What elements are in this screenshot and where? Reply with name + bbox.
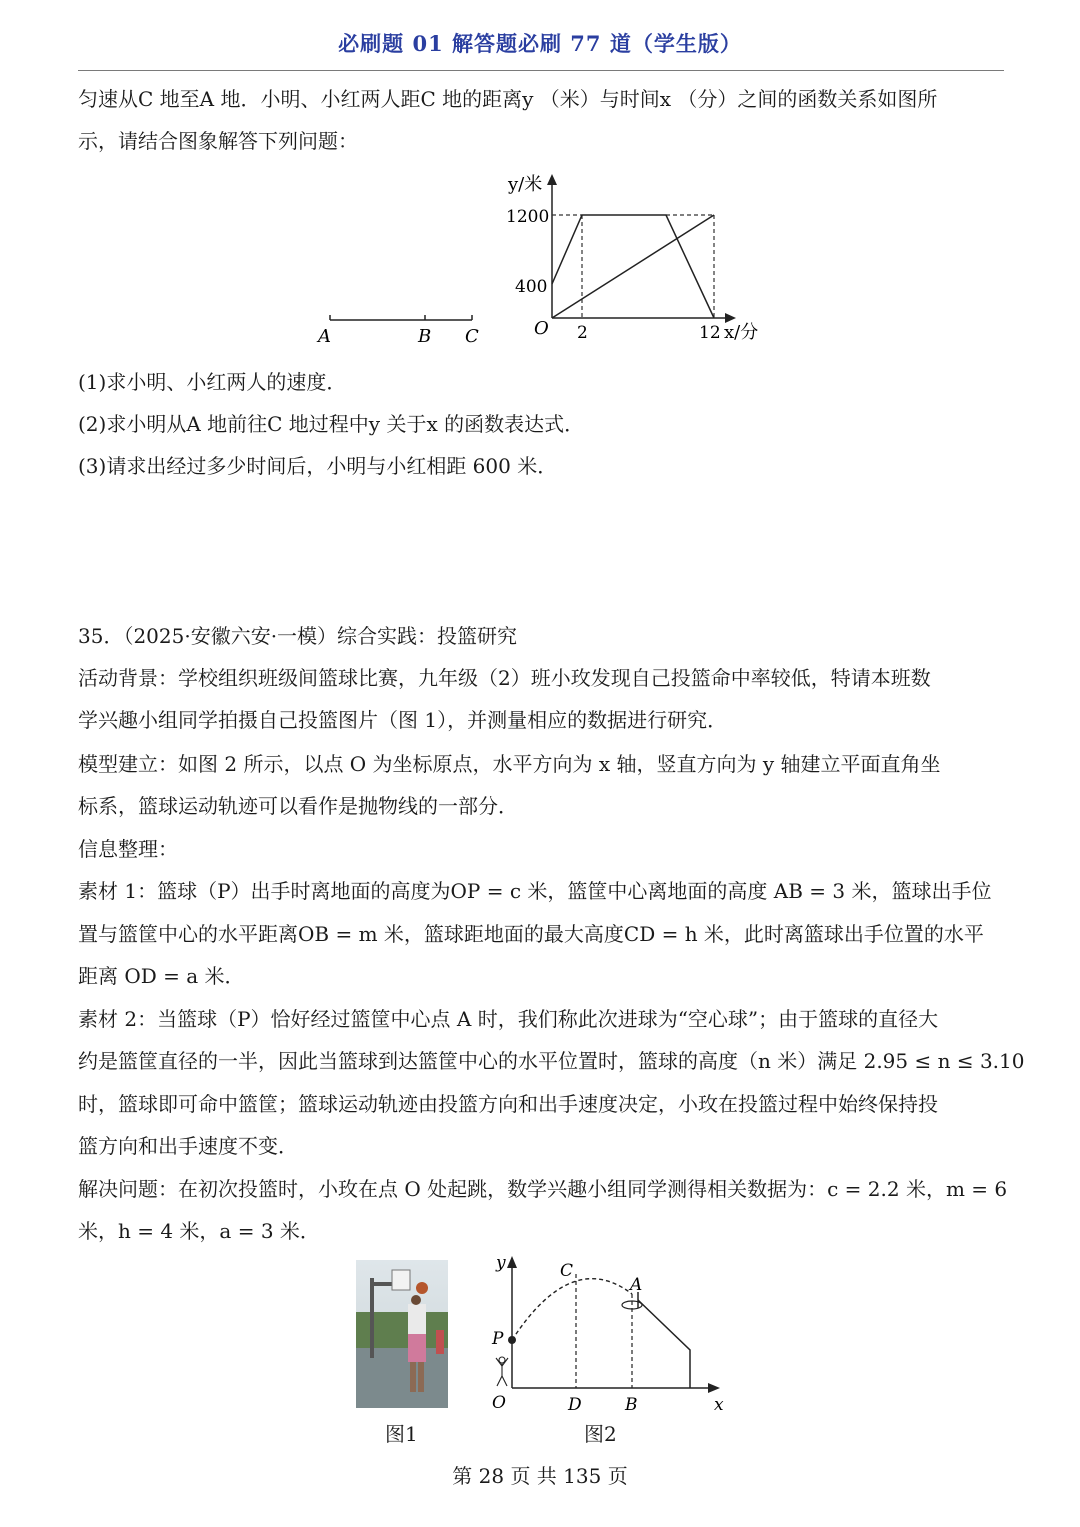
graph-y-tick-400: 400 [515,277,548,297]
fig2-point-c-label: C [560,1261,574,1281]
p34-line-2: 示，请结合图象解答下列问题： [78,129,358,153]
fig2-origin-label: O [492,1393,506,1413]
segment-label-c: C [465,326,479,347]
distance-time-graph [500,168,780,348]
p35-line-15: 米，h = 4 米，a = 3 米． [78,1219,320,1243]
p34-question-2: (2)求小明从A 地前往C 地过程中y 关于x 的函数表达式． [78,412,585,436]
p35-line-5: 标系，篮球运动轨迹可以看作是抛物线的一部分． [78,794,518,818]
fig2-point-b-label: B [625,1395,638,1415]
fig2-y-axis-label: y [496,1253,506,1273]
fig1-caption: 图1 [385,1422,418,1446]
graph-x-label: x/分 [724,322,759,343]
graph-y-tick-1200: 1200 [506,207,550,227]
header-divider [78,70,1004,71]
fig2-caption: 图2 [584,1422,617,1446]
p35-line-9: 距离 OD = a 米． [78,964,245,988]
p35-line-12: 时，篮球即可命中篮筐；篮球运动轨迹由投篮方向和出手速度决定，小玫在投篮过程中始终保持投 [78,1092,938,1116]
segment-label-a: A [318,326,331,347]
fig2-point-d-label: D [568,1395,582,1415]
graph-origin-label: O [534,318,549,339]
segment-label-b: B [418,326,432,347]
p35-line-4: 模型建立：如图 2 所示，以点 O 为坐标原点，水平方向为 x 轴，竖直方向为 y 轴建立平面直角坐 [78,752,941,776]
segment-figure [310,300,490,350]
p35-line-14: 解决问题：在初次投篮时，小玫在点 O 处起跳，数学兴趣小组同学测得相关数据为：c = 2.2 米，m = 6 [78,1177,1008,1201]
page-header-title: 必刷题 01 解答题必刷 77 道（学生版） [338,31,742,56]
p35-line-11: 约是篮筐直径的一半，因此当篮球到达篮筐中心的水平位置时，篮球的高度（n 米）满足 2.95 ≤ n ≤ 3.10 [78,1049,1025,1073]
fig2-point-a-label: A [630,1275,643,1295]
p35-line-3: 学兴趣小组同学拍摄自己投篮图片（图 1），并测量相应的数据进行研究． [78,708,728,732]
graph-x-tick-2: 2 [577,323,588,343]
graph-x-tick-12: 12 [699,323,721,343]
fig2-trajectory-diagram [480,1250,730,1420]
p34-line-1: 匀速从C 地至A 地．小明、小红两人距C 地的距离y （米）与时间x （分）之间的函数关系如图所 [78,87,938,111]
p34-question-1: (1)求小明、小红两人的速度． [78,370,347,394]
p35-line-7: 素材 1：篮球（P）出手时离地面的高度为OP = c 米，篮筐中心离地面的高度 AB = 3 米，篮球出手位 [78,879,992,903]
p35-line-8: 置与篮筐中心的水平距离OB = m 米，篮球距地面的最大高度CD = h 米，此时离篮球出手位置的水平 [78,922,984,946]
p35-line-13: 篮方向和出手速度不变． [78,1134,298,1158]
p35-title: 35．（2025·安徽六安·一模）综合实践：投篮研究 [78,624,518,648]
fig1-photo [356,1260,448,1408]
graph-y-label: y/米 [508,174,543,195]
p34-question-3: (3)请求出经过多少时间后，小明与小红相距 600 米． [78,454,558,478]
p35-line-2: 活动背景：学校组织班级间篮球比赛，九年级（2）班小玫发现自己投篮命中率较低，特请本班数 [78,666,931,690]
fig2-point-p-label: P [492,1329,504,1349]
p35-line-6: 信息整理： [78,837,178,861]
page-footer: 第 28 页 共 135 页 [452,1464,628,1488]
p35-line-10: 素材 2：当篮球（P）恰好经过篮筐中心点 A 时，我们称此次进球为“空心球”；由于篮球的直径大 [78,1007,939,1031]
fig2-x-axis-label: x [714,1395,724,1415]
